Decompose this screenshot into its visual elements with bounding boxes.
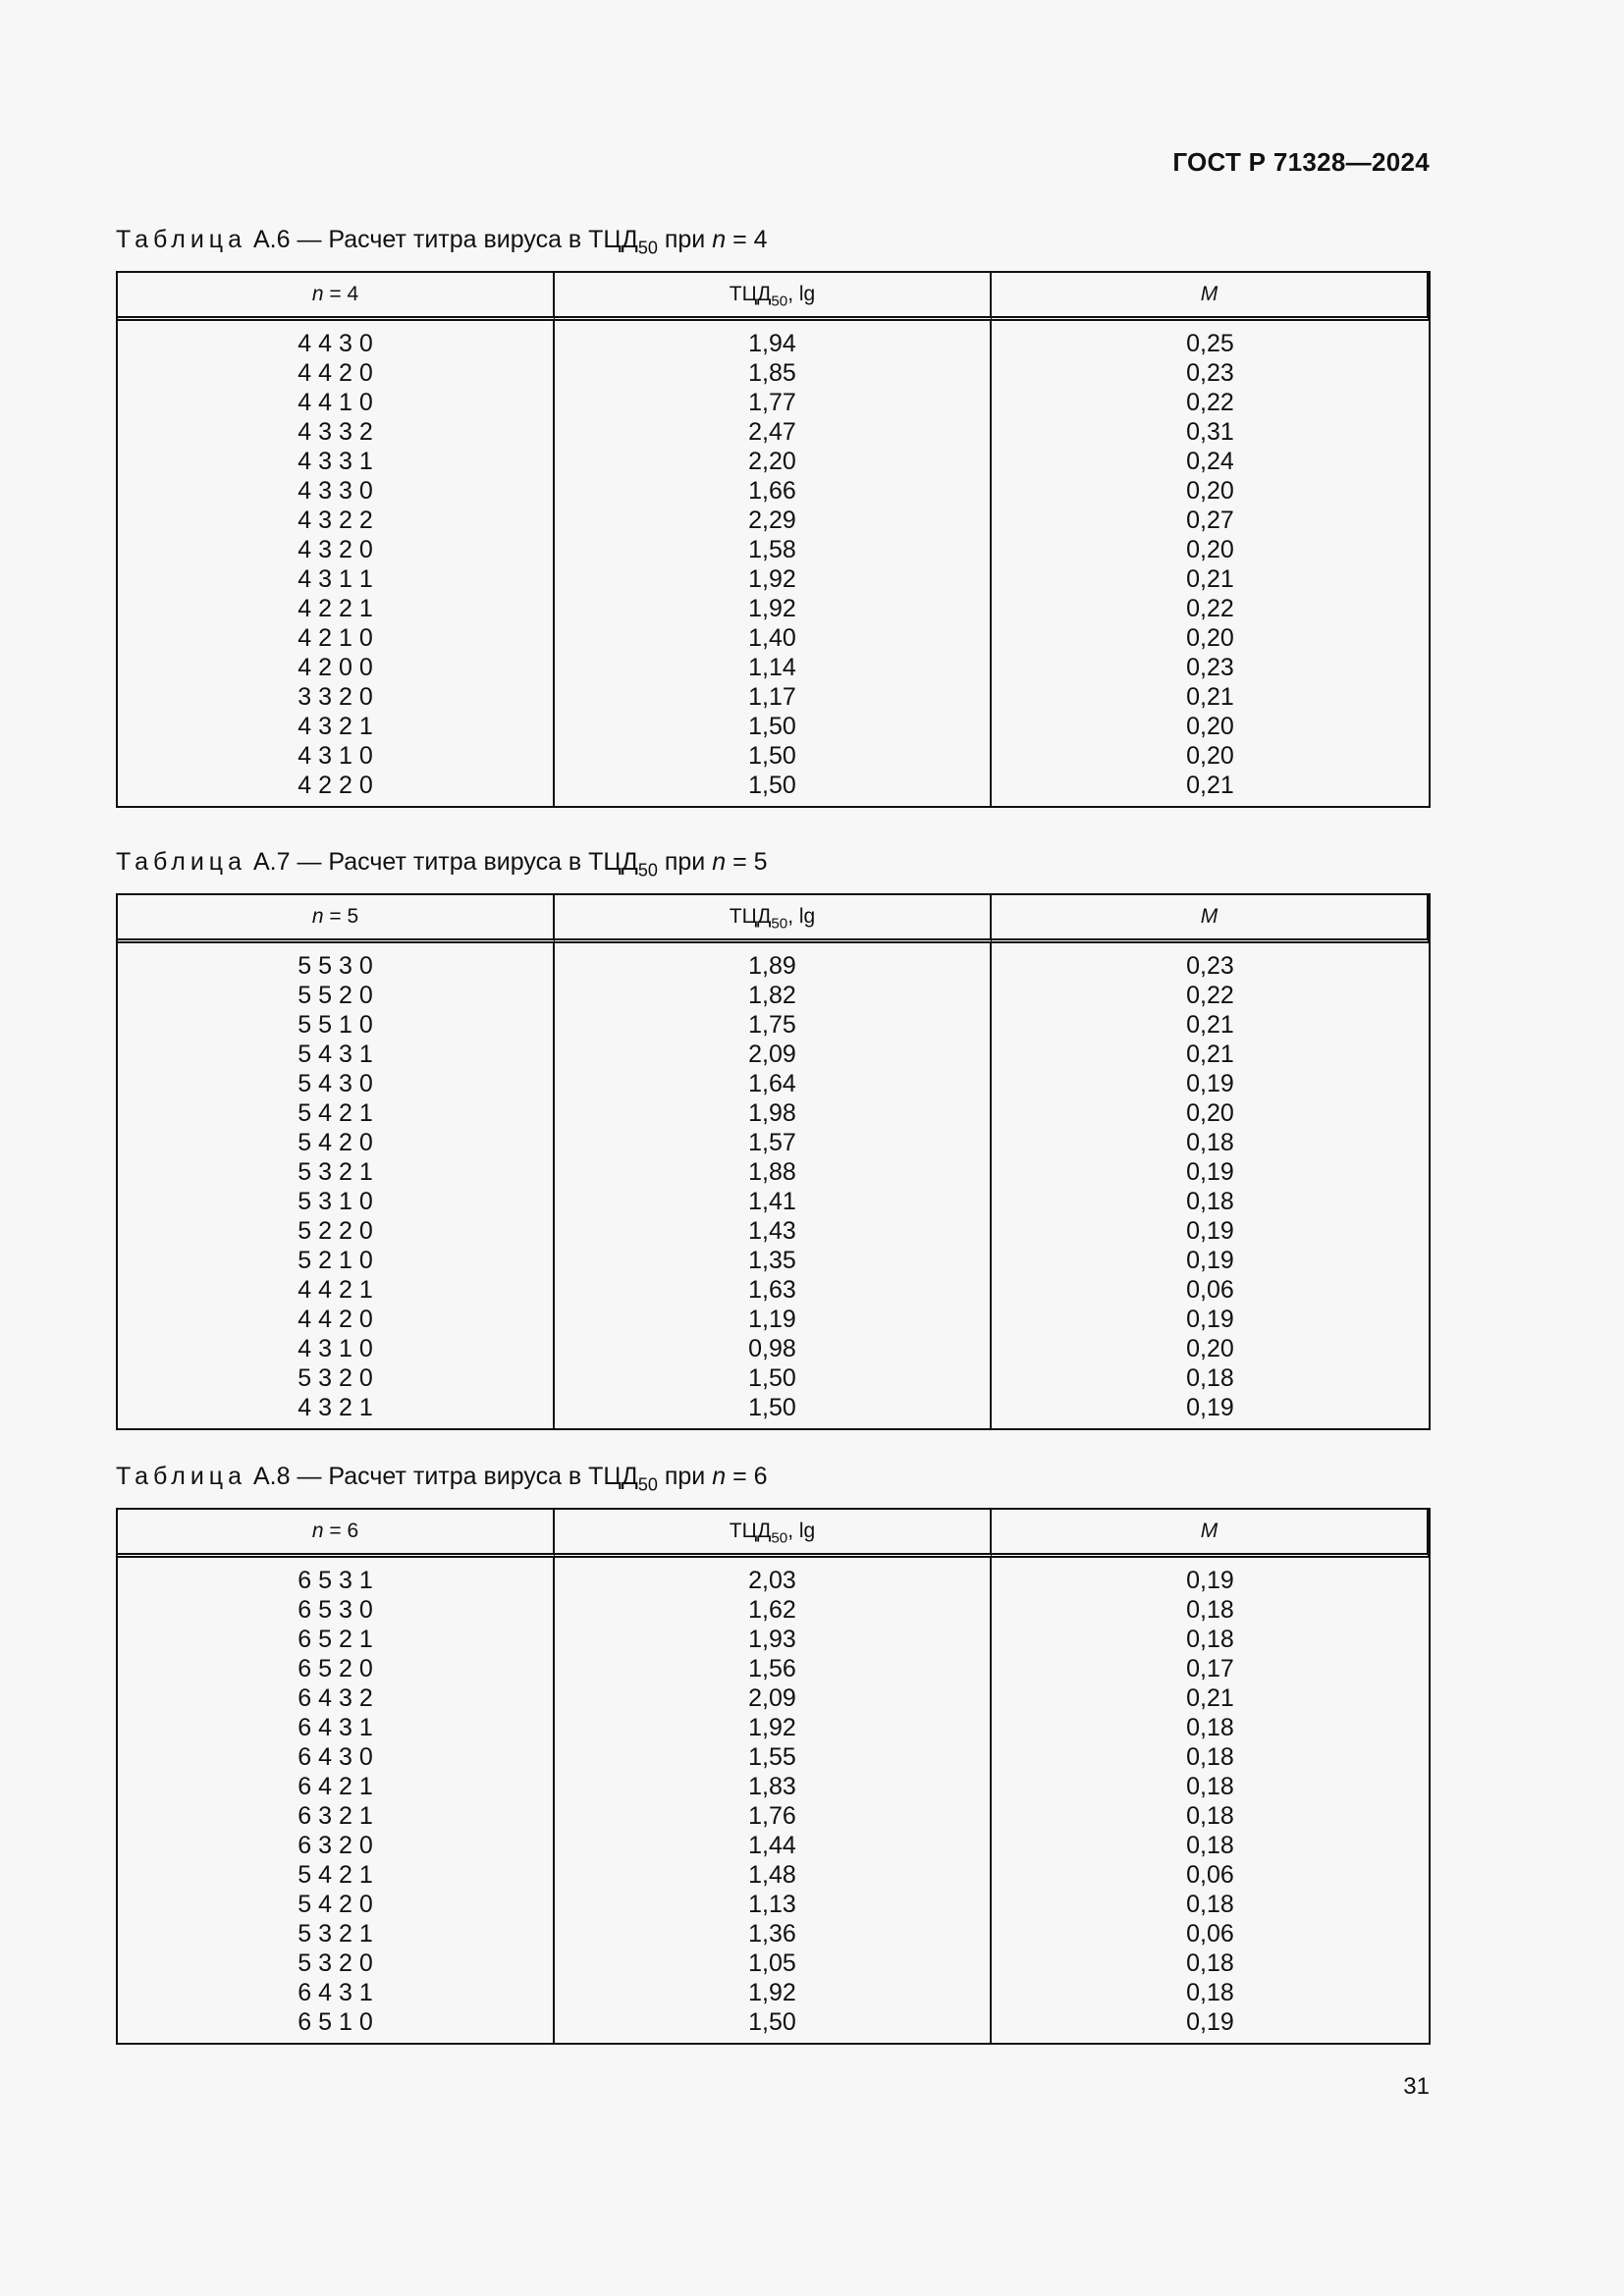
caption-number: А.7 (252, 848, 291, 876)
table-cell: 5 4 2 0 (298, 1129, 373, 1156)
table-cell: 1,05 (748, 1949, 796, 1977)
table-cell: 0,25 (1186, 330, 1234, 357)
table-cell: 1,92 (748, 1714, 796, 1741)
table-cell: 0,18 (1186, 1979, 1234, 2006)
table-cell: 0,18 (1186, 1364, 1234, 1392)
table-cell: 4 2 1 0 (298, 624, 373, 652)
caption-value: = 4 (732, 226, 768, 253)
table-cell: 0,18 (1186, 1802, 1234, 1830)
table-cell: 5 4 3 0 (298, 1070, 373, 1097)
header-value: = 6 (329, 1520, 359, 1542)
table-cell: 1,50 (748, 772, 796, 799)
table-cell: 6 5 2 0 (298, 1655, 373, 1682)
table-cell: 1,93 (748, 1626, 796, 1653)
table-caption (116, 1461, 1431, 1495)
table-cell: 4 4 2 1 (298, 1276, 373, 1304)
table-cell: 4 4 2 0 (298, 359, 373, 387)
table-cell: 0,18 (1186, 1832, 1234, 1859)
column-titer (555, 321, 992, 806)
table-cell: 0,18 (1186, 1773, 1234, 1800)
header-variable: n (311, 1520, 324, 1542)
table-cell: 0,24 (1186, 448, 1234, 475)
column-combination (118, 321, 555, 806)
table-cell: 0,19 (1186, 1306, 1234, 1333)
table-cell: 0,20 (1186, 477, 1234, 505)
table-cell: 6 4 3 1 (298, 1979, 373, 2006)
table-cell: 1,50 (748, 1364, 796, 1392)
table-a7-block (116, 846, 1431, 1430)
table-cell: 4 3 2 0 (298, 536, 373, 563)
table-cell: 6 4 3 1 (298, 1714, 373, 1741)
table-cell: 2,20 (748, 448, 796, 475)
table-cell: 0,22 (1186, 595, 1234, 622)
table-cell: 0,06 (1186, 1276, 1234, 1304)
table-cell: 4 4 2 0 (298, 1306, 373, 1333)
table-cell: 0,06 (1186, 1861, 1234, 1889)
table-cell: 4 2 2 0 (298, 772, 373, 799)
table-a8-block (116, 1461, 1431, 2045)
caption-title: — Расчет титра вируса в ТЦД (297, 226, 638, 253)
header-variable: n (311, 905, 324, 928)
table-cell: 1,98 (748, 1099, 796, 1127)
header-suffix: , lg (787, 1520, 816, 1542)
column-header-combination (118, 1510, 555, 1558)
table-cell: 5 5 1 0 (298, 1011, 373, 1039)
table-cell: 6 5 1 0 (298, 2008, 373, 2036)
caption-number: А.6 (252, 226, 291, 253)
table-cell: 4 3 2 1 (298, 713, 373, 740)
table-a6-block (116, 224, 1431, 808)
column-titer (555, 1558, 992, 2043)
column-header-combination (118, 273, 555, 321)
table-cell: 1,75 (748, 1011, 796, 1039)
table-cell: 1,50 (748, 2008, 796, 2036)
table-cell: 0,06 (1186, 1920, 1234, 1948)
table-cell: 4 4 1 0 (298, 389, 373, 416)
table-cell: 0,20 (1186, 536, 1234, 563)
table-cell: 0,19 (1186, 1394, 1234, 1421)
table-cell: 0,21 (1186, 1011, 1234, 1039)
page-number: 31 (1403, 2073, 1430, 2100)
column-m (992, 943, 1429, 1428)
header-m-label: M (1200, 905, 1218, 928)
table-cell: 6 4 2 1 (298, 1773, 373, 1800)
table-cell: 1,85 (748, 359, 796, 387)
table-cell: 1,64 (748, 1070, 796, 1097)
table-cell: 0,19 (1186, 1567, 1234, 1594)
table-cell: 4 3 2 2 (298, 507, 373, 534)
header-main: ТЦД (729, 1520, 772, 1542)
table-cell: 0,20 (1186, 742, 1234, 770)
table-cell: 0,19 (1186, 1217, 1234, 1245)
table-cell: 1,66 (748, 477, 796, 505)
caption-value: = 5 (732, 848, 768, 876)
table-cell: 1,50 (748, 742, 796, 770)
table-cell: 6 5 3 0 (298, 1596, 373, 1624)
table-cell: 4 3 2 1 (298, 1394, 373, 1421)
column-header-m (992, 895, 1429, 943)
table-cell: 2,03 (748, 1567, 796, 1594)
table-cell: 0,21 (1186, 1041, 1234, 1068)
table-cell: 5 3 1 0 (298, 1188, 373, 1215)
table-cell: 1,40 (748, 624, 796, 652)
table-cell: 1,13 (748, 1891, 796, 1918)
caption-preposition: при (664, 226, 706, 253)
table-cell: 0,18 (1186, 1714, 1234, 1741)
table-cell: 1,77 (748, 389, 796, 416)
column-combination (118, 1558, 555, 2043)
table-cell: 1,43 (748, 1217, 796, 1245)
table-cell: 1,14 (748, 654, 796, 681)
table-cell: 1,62 (748, 1596, 796, 1624)
header-m-label: M (1200, 283, 1218, 305)
table-cell: 0,23 (1186, 359, 1234, 387)
table-cell: 4 4 3 0 (298, 330, 373, 357)
caption-subscript: 50 (637, 1474, 658, 1495)
table-cell: 3 3 2 0 (298, 683, 373, 711)
header-value: = 5 (329, 905, 359, 928)
table-cell: 0,19 (1186, 1070, 1234, 1097)
table-cell: 0,22 (1186, 389, 1234, 416)
table-cell: 2,09 (748, 1041, 796, 1068)
table-cell: 0,22 (1186, 982, 1234, 1009)
table-cell: 0,19 (1186, 1247, 1234, 1274)
table-cell: 0,31 (1186, 418, 1234, 446)
column-m (992, 321, 1429, 806)
table-cell: 1,83 (748, 1773, 796, 1800)
column-header-m (992, 273, 1429, 321)
table-cell: 1,41 (748, 1188, 796, 1215)
caption-label: Таблица (116, 848, 247, 876)
caption-variable: n (712, 848, 727, 876)
column-titer (555, 943, 992, 1428)
table-cell: 4 2 2 1 (298, 595, 373, 622)
header-main: ТЦД (729, 283, 772, 305)
table-cell: 4 3 1 0 (298, 1335, 373, 1362)
column-header-titer (555, 895, 992, 943)
table-cell: 5 2 1 0 (298, 1247, 373, 1274)
caption-variable: n (712, 226, 727, 253)
table-cell: 0,18 (1186, 1129, 1234, 1156)
table-cell: 1,19 (748, 1306, 796, 1333)
table-cell: 5 5 2 0 (298, 982, 373, 1009)
table-cell: 5 4 2 1 (298, 1099, 373, 1127)
table-cell: 5 3 2 1 (298, 1158, 373, 1186)
table-cell: 0,21 (1186, 1684, 1234, 1712)
column-combination (118, 943, 555, 1428)
caption-subscript: 50 (637, 860, 658, 881)
table-cell: 1,92 (748, 1979, 796, 2006)
table-cell: 0,18 (1186, 1596, 1234, 1624)
table-cell: 0,20 (1186, 713, 1234, 740)
caption-label: Таблица (116, 226, 247, 253)
table-cell: 6 4 3 0 (298, 1743, 373, 1771)
column-header-titer (555, 1510, 992, 1558)
header-subscript: 50 (771, 1529, 788, 1547)
table-cell: 0,23 (1186, 654, 1234, 681)
table-cell: 4 3 3 0 (298, 477, 373, 505)
table-cell: 0,18 (1186, 1743, 1234, 1771)
table-cell: 4 3 1 1 (298, 565, 373, 593)
table-cell: 4 3 3 2 (298, 418, 373, 446)
table-cell: 1,35 (748, 1247, 796, 1274)
table-cell: 1,55 (748, 1743, 796, 1771)
table-cell: 5 3 2 0 (298, 1949, 373, 1977)
table-cell: 6 3 2 1 (298, 1802, 373, 1830)
data-table (116, 1508, 1431, 2045)
table-cell: 0,18 (1186, 1188, 1234, 1215)
caption-label: Таблица (116, 1463, 247, 1490)
header-value: = 4 (329, 283, 359, 305)
table-cell: 1,50 (748, 1394, 796, 1421)
table-cell: 1,58 (748, 536, 796, 563)
table-cell: 5 3 2 0 (298, 1364, 373, 1392)
header-suffix: , lg (787, 283, 816, 305)
table-cell: 6 5 2 1 (298, 1626, 373, 1653)
table-cell: 0,19 (1186, 1158, 1234, 1186)
caption-variable: n (712, 1463, 727, 1490)
table-cell: 1,92 (748, 595, 796, 622)
header-subscript: 50 (771, 293, 788, 310)
table-cell: 1,48 (748, 1861, 796, 1889)
caption-title: — Расчет титра вируса в ТЦД (297, 848, 638, 876)
header-m-label: M (1200, 1520, 1218, 1542)
table-cell: 2,09 (748, 1684, 796, 1712)
table-cell: 4 2 0 0 (298, 654, 373, 681)
table-cell: 0,18 (1186, 1949, 1234, 1977)
table-cell: 1,17 (748, 683, 796, 711)
column-header-m (992, 1510, 1429, 1558)
table-cell: 4 3 1 0 (298, 742, 373, 770)
table-cell: 1,50 (748, 713, 796, 740)
data-table (116, 893, 1431, 1430)
caption-preposition: при (664, 1463, 706, 1490)
table-cell: 1,44 (748, 1832, 796, 1859)
table-cell: 5 2 2 0 (298, 1217, 373, 1245)
table-cell: 1,94 (748, 330, 796, 357)
table-cell: 1,56 (748, 1655, 796, 1682)
table-cell: 0,18 (1186, 1626, 1234, 1653)
column-m (992, 1558, 1429, 2043)
table-cell: 0,98 (748, 1335, 796, 1362)
table-cell: 1,82 (748, 982, 796, 1009)
caption-title: — Расчет титра вируса в ТЦД (297, 1463, 638, 1490)
document-code: ГОСТ Р 71328—2024 (1172, 147, 1430, 177)
table-cell: 6 5 3 1 (298, 1567, 373, 1594)
table-cell: 2,47 (748, 418, 796, 446)
table-caption (116, 224, 1431, 258)
table-cell: 6 4 3 2 (298, 1684, 373, 1712)
table-cell: 0,21 (1186, 565, 1234, 593)
data-table (116, 271, 1431, 808)
table-cell: 0,23 (1186, 952, 1234, 980)
table-cell: 5 4 2 0 (298, 1891, 373, 1918)
table-cell: 5 5 3 0 (298, 952, 373, 980)
table-cell: 1,76 (748, 1802, 796, 1830)
table-cell: 5 4 2 1 (298, 1861, 373, 1889)
table-cell: 4 3 3 1 (298, 448, 373, 475)
caption-value: = 6 (732, 1463, 768, 1490)
table-cell: 1,89 (748, 952, 796, 980)
caption-number: А.8 (252, 1463, 291, 1490)
table-cell: 1,88 (748, 1158, 796, 1186)
table-cell: 1,92 (748, 565, 796, 593)
caption-preposition: при (664, 848, 706, 876)
table-cell: 0,20 (1186, 1099, 1234, 1127)
header-variable: n (311, 283, 324, 305)
table-cell: 0,18 (1186, 1891, 1234, 1918)
header-subscript: 50 (771, 915, 788, 933)
caption-subscript: 50 (637, 238, 658, 258)
table-cell: 6 3 2 0 (298, 1832, 373, 1859)
column-header-combination (118, 895, 555, 943)
table-cell: 0,19 (1186, 2008, 1234, 2036)
table-cell: 1,57 (748, 1129, 796, 1156)
column-header-titer (555, 273, 992, 321)
table-cell: 0,21 (1186, 683, 1234, 711)
table-cell: 5 4 3 1 (298, 1041, 373, 1068)
table-caption (116, 846, 1431, 881)
table-cell: 2,29 (748, 507, 796, 534)
header-suffix: , lg (787, 905, 816, 928)
table-cell: 1,36 (748, 1920, 796, 1948)
table-cell: 0,27 (1186, 507, 1234, 534)
table-cell: 0,20 (1186, 624, 1234, 652)
table-cell: 0,17 (1186, 1655, 1234, 1682)
table-cell: 0,21 (1186, 772, 1234, 799)
table-cell: 1,63 (748, 1276, 796, 1304)
table-cell: 0,20 (1186, 1335, 1234, 1362)
table-cell: 5 3 2 1 (298, 1920, 373, 1948)
header-main: ТЦД (729, 905, 772, 928)
